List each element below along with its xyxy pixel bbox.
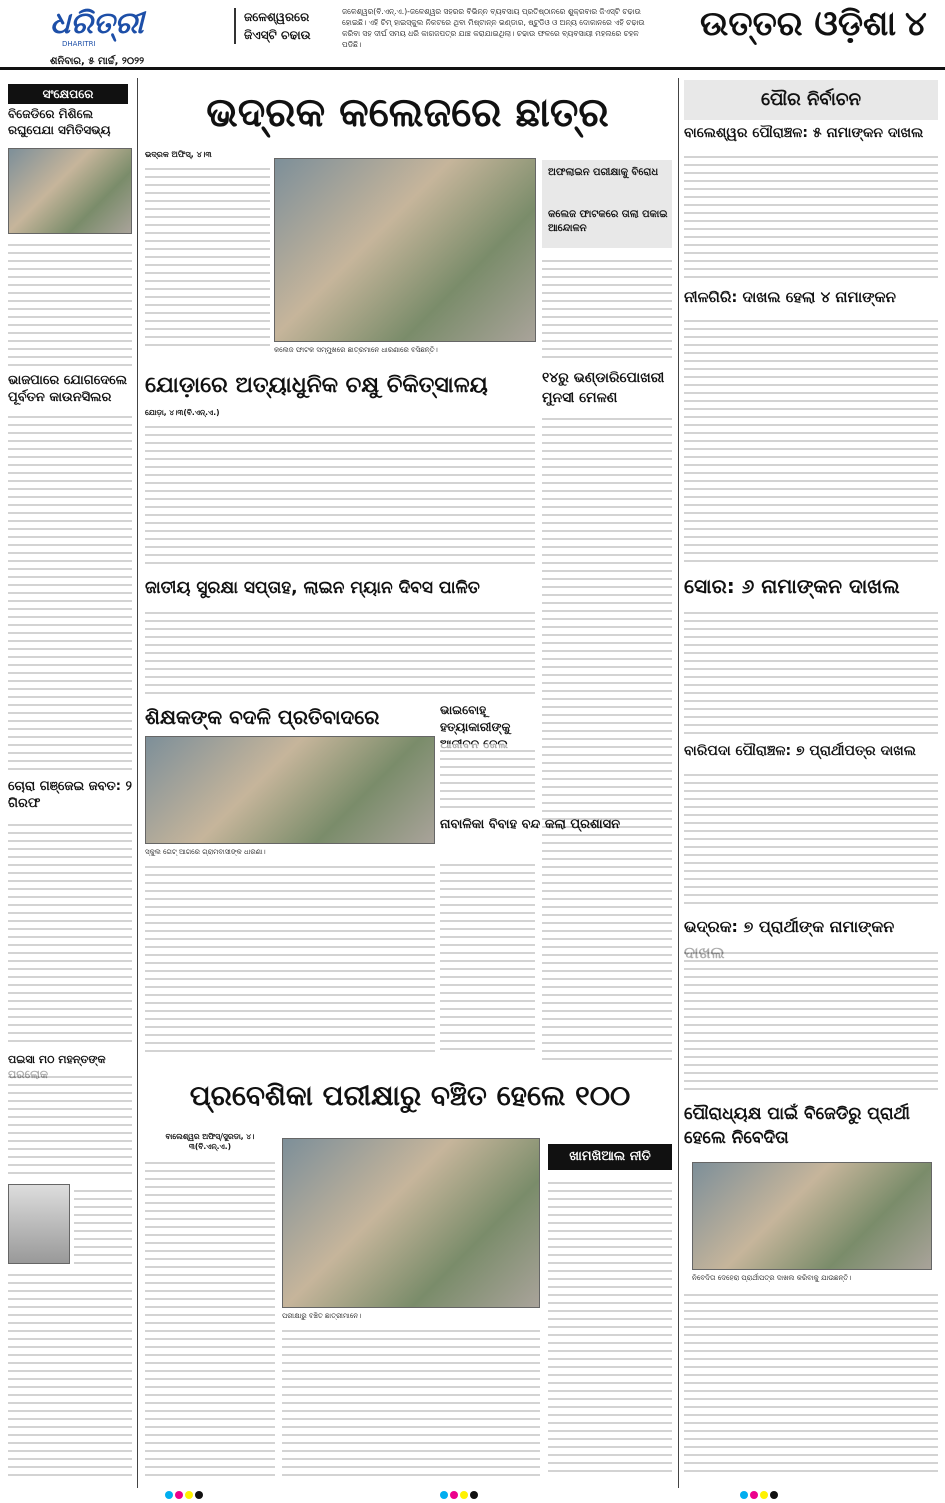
chairperson-photo	[692, 1162, 932, 1270]
column-divider	[137, 78, 138, 1488]
right-column-header: ପୌର ନିର୍ବାଚନ	[761, 89, 861, 110]
column-divider	[678, 78, 679, 1488]
sidebar-photo	[8, 148, 132, 234]
highlight-point: ଅଫଲାଇନ ପରୀକ୍ଷାକୁ ବିରୋଧ	[548, 167, 659, 178]
registration-marks	[440, 1484, 480, 1494]
story-headline: ଭାଇବୋହୂ ହତ୍ୟାକାରୀଙ୍କୁ	[440, 703, 511, 734]
story-headline: ପ୍ରବେଶିକା ପରୀକ୍ଷାରୁ ବଞ୍ଚିତ ହେଲେ ୧୦୦	[189, 1079, 631, 1112]
sidebar-story-headline: ପଇସା ମଠ ମହନ୍ତଙ୍କ	[8, 1053, 106, 1066]
story-headline: ବାରିପଦା ପୌରାଞ୍ଚଳ: ୭ ପ୍ରାର୍ଥୀପତ୍ର ଦାଖଲ	[684, 743, 916, 759]
story-headline: ସୋର: ୬ ନାମାଙ୍କନ ଦାଖଲ	[684, 574, 900, 598]
story-headline: ପୌରାଧ୍ୟକ୍ଷ ପାଇଁ ବିଜେଡିରୁ ପ୍ରାର୍ଥୀ ହେଲେ ନିବେଦିତା	[684, 1104, 910, 1148]
logo-subtitle: DHARITRI	[62, 40, 96, 48]
newspaper-logo: ଧରିତ୍ରୀ	[50, 6, 144, 41]
story-headline: ଶିକ୍ଷକଙ୍କ ବଦଳି ପ୍ରତିବାଦରେ	[145, 705, 380, 729]
story-headline: ବାଲେଶ୍ୱର ପୌରାଞ୍ଚଳ: ୫ ନାମାଙ୍କନ ଦାଖଲ	[684, 125, 924, 141]
story-headline: ୧୪ରୁ ଭଣ୍ଡାରିପୋଖରୀ ମୁନସୀ ମେଳଣ	[542, 370, 665, 406]
teacher-photo-caption: ସ୍କୁଲ ଗେଟ୍‌ ଆଗରେ ଗ୍ରାମବାସୀଙ୍କ ଧାରଣା।	[145, 848, 266, 856]
story-headline: ନାବାଳିକା ବିବାହ ବନ୍ଦ କଲା ପ୍ରଶାସନ	[440, 817, 621, 832]
highlight-point: କଲେଜ ଫାଟକରେ ତାଲା ପକାଇ ଆନ୍ଦୋଳନ	[548, 209, 668, 234]
chairperson-photo-caption: ନିବେଦିତା ଦେହେରା ପ୍ରାର୍ଥୀପତ୍ର ଦାଖଲ କରିବାକୁ ଯାଉଛନ୍ତି।	[692, 1274, 852, 1282]
obituary-photo	[8, 1184, 70, 1264]
issue-date: ଶନିବାର, ୫ ମାର୍ଚ୍ଚ, ୨୦୨୨	[50, 56, 145, 67]
sidebar-story-headline: ଭାଜପାରେ ଯୋଗଦେଲେ ପୂର୍ବତନ କାଉନସିଲର	[8, 373, 128, 405]
lead-dateline: ଭଦ୍ରକ ଅଫିସ୍‌, ୪।୩	[145, 150, 212, 159]
teaser-headline: ଜଳେଶ୍ୱରରେ ଜିଏସ୍‌ଟି ଚଢାଉ	[234, 8, 334, 44]
teaser-text: ଜଳେଶ୍ୱର(ବି.ଏନ୍‌.ଏ.)-ଜଳେଶ୍ୱର ସହରର ବିଭିନ୍ନ ବ୍ୟବସାୟ ପ୍ରତିଷ୍ଠାନରେ ଶୁକ୍ରବାର ଜିଏସ୍‌ଟି ଚଢାଉ ହୋଇଛି। ଏହି ଚିମ୍‌ ହାଇସ୍କୁଲ ନିକଟରେ ଥିବା ମିଷ୍ଟାନ୍ନ ଭଣ୍ଡାର, ଷ୍ଟୁଡିଓ ଓ ଅନ୍ୟ ଦୋକାନରେ ଏହି ଚଢାଉ କରିବା ସହ ଦୀର୍ଘ ସମୟ ଧରି କାଗଜପତ୍ର ଯାଞ୍ଚ କରାଯାଇଥିଲା। ଚଢାଉ ଫଳରେ ବ୍ୟବସାୟୀ ମହଲରେ ଚହଳ ପଡିଛି।	[342, 7, 645, 49]
section-title: ଉତ୍ତର ଓଡ଼ିଶା	[700, 4, 897, 44]
lead-headline: ଭଦ୍ରକ କଲେଜରେ ଛାତ୍ର	[206, 90, 609, 136]
page-number: ୪	[905, 4, 927, 44]
exam-photo	[282, 1138, 540, 1308]
story-headline: ନୀଳଗିରି: ଦାଖଲ ହେଲା ୪ ନାମାଙ୍କନ	[684, 288, 896, 306]
sidebar-header: ସଂକ୍ଷେପରେ	[8, 84, 128, 104]
exam-photo-caption: ପରୀକ୍ଷାରୁ ବଞ୍ଚିତ ଛାତ୍ରୀମାନେ।	[282, 1312, 362, 1320]
lead-photo	[274, 158, 536, 342]
registration-marks	[740, 1484, 780, 1494]
sidebar-story-headline: ଚୋରା ଗଞ୍ଜେଇ ଜବତ: ୨ ଗିରଫ	[8, 779, 132, 811]
story-headline: ଭଦ୍ରକ: ୭ ପ୍ରାର୍ଥୀଙ୍କ ନାମାଙ୍କନ	[684, 917, 895, 936]
registration-marks	[165, 1484, 205, 1494]
story-headline: ଜାତୀୟ ସୁରକ୍ଷା ସପ୍ତାହ, ଲାଇନ ମ୍ୟାନ ଦିବସ ପାଳିତ	[145, 578, 480, 598]
teacher-photo	[145, 736, 435, 844]
exam-tag: ଖାମଖିଆଲ ନୀତି	[548, 1144, 672, 1170]
sidebar-story-headline: ବିଜେଡିରେ ମିଶିଲେ ରଘୁପେଯା ସମିତିସଭ୍ୟ	[8, 107, 111, 137]
story-dateline: ବାଲେଶ୍ୱର ଅଫିସ୍‌/ସୁରଡା, ୪।୩(ବି.ଏନ୍‌.ଏ.)	[165, 1132, 255, 1151]
lead-photo-caption: କଲେଜ ଫାଟକ ସମ୍ମୁଖରେ ଛାତ୍ରମାନେ ଧାରଣାରେ ବସିଛନ୍ତି।	[274, 346, 438, 354]
story-headline: ଯୋଡ଼ାରେ ଅତ୍ୟାଧୁନିକ ଚକ୍ଷୁ ଚିକିତ୍ସାଳୟ	[145, 373, 488, 398]
story-dateline: ଯୋଡ଼ା, ୪।୩(ବି.ଏନ୍‌.ଏ.)	[145, 408, 220, 417]
